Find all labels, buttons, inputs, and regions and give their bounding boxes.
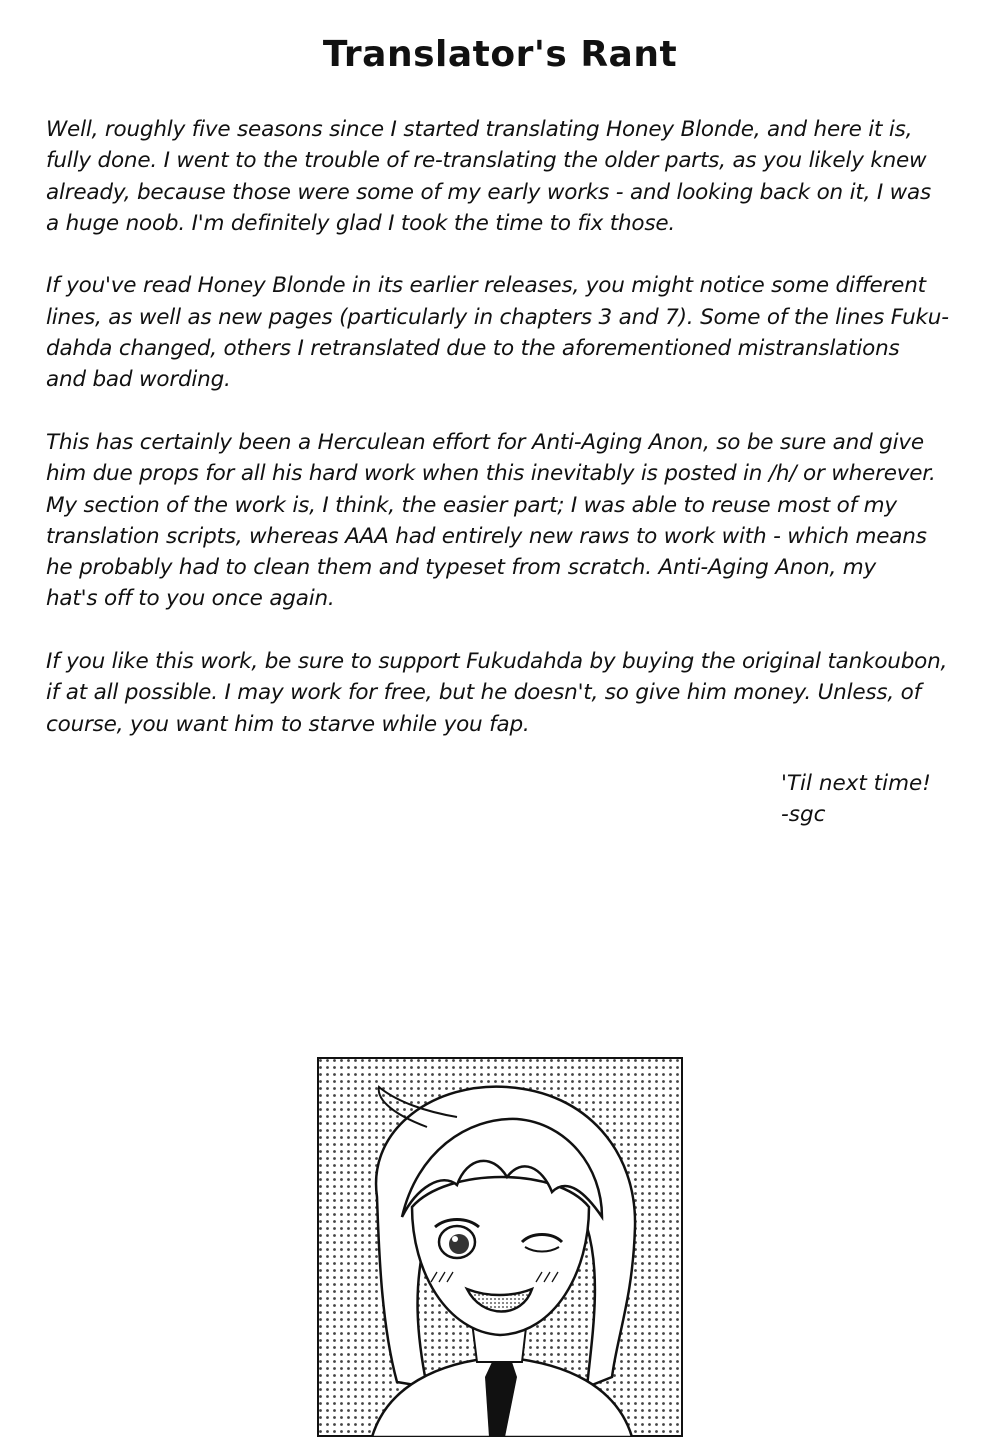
signoff — [781, 768, 981, 831]
paragraph-1: Well, roughly five seasons since I started translating Honey Blonde, and here it is, fully done. I went to the trouble of re-translating the older parts, as you likely knew already, because those were some of my early works - and looking back on it, I was a huge noob. I'm definitely glad I took the time to fix those. — [46, 117, 932, 236]
signoff-farewell: 'Til next time! — [781, 771, 931, 796]
winking-girl-illustration — [317, 1057, 683, 1437]
signoff-signature: -sgc — [781, 802, 826, 828]
paragraph-3: This has certainly been a Herculean effort for Anti-Aging Anon, so be sure and give him due props for all his hard work when this inevitably is posted in /h/ or wherever. My section of the work is, I think, the easier part; I was able to reuse most of my translation scripts, whereas AAA had entirely new raws to work with - which means he probably had to clean them and typeset from scratch. Anti-Aging Anon, my hat's off to you once again. — [46, 429, 936, 612]
paragraph-4: If you like this work, be sure to support Fukudahda by buying the original tankoubon, if at all possible. I may work for free, but he doesn't, so give him money. Unless, of course, you want him to starve while you fap. — [46, 649, 948, 737]
page-title: Translator's Rant — [322, 34, 678, 75]
rant-body — [46, 114, 964, 771]
paragraph-2: If you've read Honey Blonde in its earlier releases, you might notice some different lines, as well as new pages (particularly in chapters 3 and 7). Some of the lines Fuku- dahda changed, others I retranslated due to the aforementioned mistranslations and bad wording. — [46, 273, 949, 393]
